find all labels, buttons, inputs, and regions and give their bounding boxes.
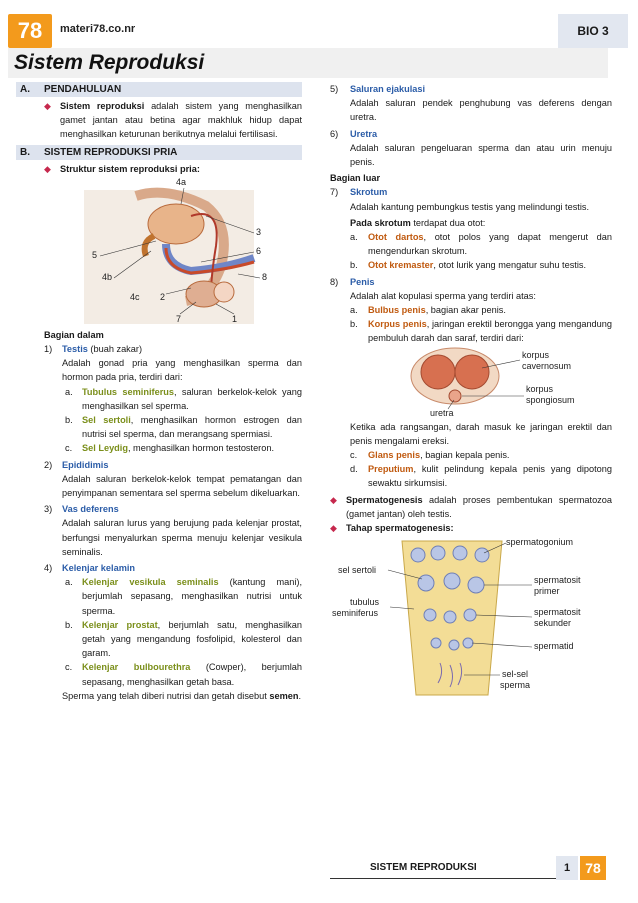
label-korpus-cavernosum-2: cavernosum xyxy=(522,360,572,371)
bullet-icon: ◆ xyxy=(330,523,337,534)
sub-item: b. Otot kremaster, otot lurik yang mengatur suhu testis. xyxy=(350,260,587,271)
bagian-luar-heading: Bagian luar xyxy=(330,173,381,184)
footer-line xyxy=(330,878,560,879)
spermatogenesis-diagram xyxy=(330,535,612,705)
skrotum-otot: Pada skrotum terdapat dua otot: xyxy=(350,217,486,228)
page-title: Sistem Reproduksi xyxy=(14,51,205,74)
label-sel-sel-sperma-1: sel-sel xyxy=(502,669,529,680)
section-b-header: B. SISTEM REPRODUKSI PRIA xyxy=(16,145,302,160)
sub-item: c. Glans penis, bagian kepala penis. xyxy=(350,450,510,461)
section-a-header: A. PENDAHULUAN xyxy=(16,82,302,97)
label-korpus-spongiosum-1: korpus xyxy=(526,383,554,394)
sub-item: b. Kelenjar prostat, berjumlah satu, menghasilkan getah yang mengandung fosfolipid, kolesterol dan garam. xyxy=(65,619,302,659)
penis-cross-section-diagram xyxy=(330,346,612,420)
grade-badge: BIO 3 xyxy=(558,14,628,48)
bullet-icon: ◆ xyxy=(44,163,51,174)
bagian-dalam-heading: Bagian dalam xyxy=(44,329,104,340)
label-uretra: uretra xyxy=(430,407,454,418)
spermatogenesis-def: ◆ Spermatogenesis adalah proses pembentukan spermatozoa (gamet jantan) oleh testis. xyxy=(330,494,612,519)
saluran-ejakulasi-desc: Adalah saluran pendek penghubung vas deferens dengan uretra. xyxy=(350,98,612,123)
label-korpus-spongiosum-2: spongiosum xyxy=(526,394,575,405)
label-2: 2 xyxy=(160,291,166,302)
testis-desc: Adalah gonad pria yang menghasilkan sperma dan hormon pada pria, terdiri dari: xyxy=(62,358,302,383)
bullet-icon: ◆ xyxy=(44,101,51,111)
label-spermatosit-sekunder-1: spermatosit xyxy=(534,607,581,618)
label-spermatosit-primer-2: primer xyxy=(534,586,560,597)
item-skrotum: 7) Skrotum xyxy=(330,187,388,198)
page-number: 1 xyxy=(556,856,578,880)
footer-title: SISTEM REPRODUKSI xyxy=(370,862,477,873)
label-7: 7 xyxy=(176,313,182,324)
label-tubulus-1: tubulus xyxy=(350,597,380,608)
label-spermatosit-primer-1: spermatosit xyxy=(534,575,581,586)
label-korpus-cavernosum-1: korpus xyxy=(522,349,550,360)
item-uretra: 6) Uretra xyxy=(330,128,378,139)
item-vas-deferens: 3) Vas deferens xyxy=(44,504,119,515)
bullet-icon: ◆ xyxy=(330,494,337,505)
label-3: 3 xyxy=(256,226,262,237)
tahap-heading: ◆ Tahap spermatogenesis: xyxy=(330,521,612,535)
penis-desc: Adalah alat kopulasi sperma yang terdiri atas: xyxy=(350,290,536,301)
sub-item: b. Korpus penis, jaringan erektil berongga yang mengandung pembuluh darah dan saraf, terdiri dari: xyxy=(350,319,612,344)
sub-item: a. Kelenjar vesikula seminalis (kantung mani), berjumlah sepasang, menghasilkan nutrisi untuk sperma. xyxy=(65,577,302,616)
item-kelenjar: 4) Kelenjar kelamin xyxy=(44,563,136,574)
item-penis: 8) Penis xyxy=(330,276,375,287)
sub-item: c. Kelenjar bulbourethra (Cowper), berjumlah sepasang, menghasilkan getah basa. xyxy=(65,662,303,687)
uretra-desc: Adalah saluran pengeluaran sperma dan atau urin menuju penis. xyxy=(350,142,612,168)
label-sel-sertoli: sel sertoli xyxy=(338,565,377,576)
struktur-heading: ◆ Struktur sistem reproduksi pria: xyxy=(16,162,302,176)
label-sel-sel-sperma-2: sperma xyxy=(500,680,531,691)
page-header xyxy=(8,14,628,48)
sub-item: a. Tubulus seminiferus, saluran berkelok-kelok yang menghasilkan sel sperma. xyxy=(65,386,302,411)
label-8: 8 xyxy=(262,271,268,282)
semen-note: Sperma yang telah diberi nutrisi dan getah disebut semen. xyxy=(62,690,302,701)
skrotum-desc: Adalah kantung pembungkus testis yang melindungi testis. xyxy=(350,201,590,212)
sub-item: a. Bulbus penis, bagian akar penis. xyxy=(350,305,506,316)
label-4b: 4b xyxy=(102,271,113,282)
label-5: 5 xyxy=(92,249,98,260)
sub-item: a. Otot dartos, otot polos yang dapat mengerut dan mengendurkan skrotum. xyxy=(350,232,612,257)
label-spermatosit-sekunder-2: sekunder xyxy=(534,618,572,629)
item-testis: 1) Testis (buah zakar) xyxy=(44,344,143,355)
label-spermatogonium: spermatogonium xyxy=(506,537,574,548)
vas-deferens-desc: Adalah saluran lurus yang berujung pada kelenjar prostat, berfungsi menyalurkan sperma menuju kelenjar vesikula seminalis. xyxy=(62,518,302,557)
sub-item: c. Sel Leydig, menghasilkan hormon testosteron. xyxy=(65,443,275,454)
left-column xyxy=(16,82,302,703)
footer-logo: 78 xyxy=(580,856,606,880)
male-reproductive-diagram xyxy=(16,176,302,326)
sub-item: d. Preputium, kulit pelindung kepala penis yang dipotong sewaktu sirkumsisi. xyxy=(350,464,612,489)
logo: 78 xyxy=(8,14,52,48)
item-epididimis: 2) Epididimis xyxy=(44,459,109,470)
label-1: 1 xyxy=(232,313,238,324)
label-spermatid: spermatid xyxy=(534,641,574,652)
right-column xyxy=(330,82,612,705)
label-6: 6 xyxy=(256,245,262,256)
label-tubulus-2: seminiferus xyxy=(332,608,379,619)
label-4a: 4a xyxy=(176,176,187,187)
item-saluran-ejakulasi: 5) Saluran ejakulasi xyxy=(330,84,426,94)
erection-text: Ketika ada rangsangan, darah masuk ke jaringan erektil dan penis mengalami ereksi. xyxy=(350,421,612,446)
epididimis-desc: Adalah saluran berkelok-kelok tempat pematangan dan penyimpanan sementara sel sperma sebelum dikeluarkan. xyxy=(62,473,302,499)
label-4c: 4c xyxy=(130,291,140,302)
sub-item: b. Sel sertoli, menghasilkan hormon estrogen dan nutrisi sel sperma, dan merangsang spermiasi. xyxy=(65,415,302,440)
site-url[interactable]: materi78.co.nr xyxy=(60,23,136,35)
intro-paragraph: ◆ Sistem reproduksi adalah sistem yang menghasilkan gamet jantan atau betina agar makhluk hidup dapat menghasilkan keturunan berikutnya melalui fertilisasi. xyxy=(44,101,302,140)
